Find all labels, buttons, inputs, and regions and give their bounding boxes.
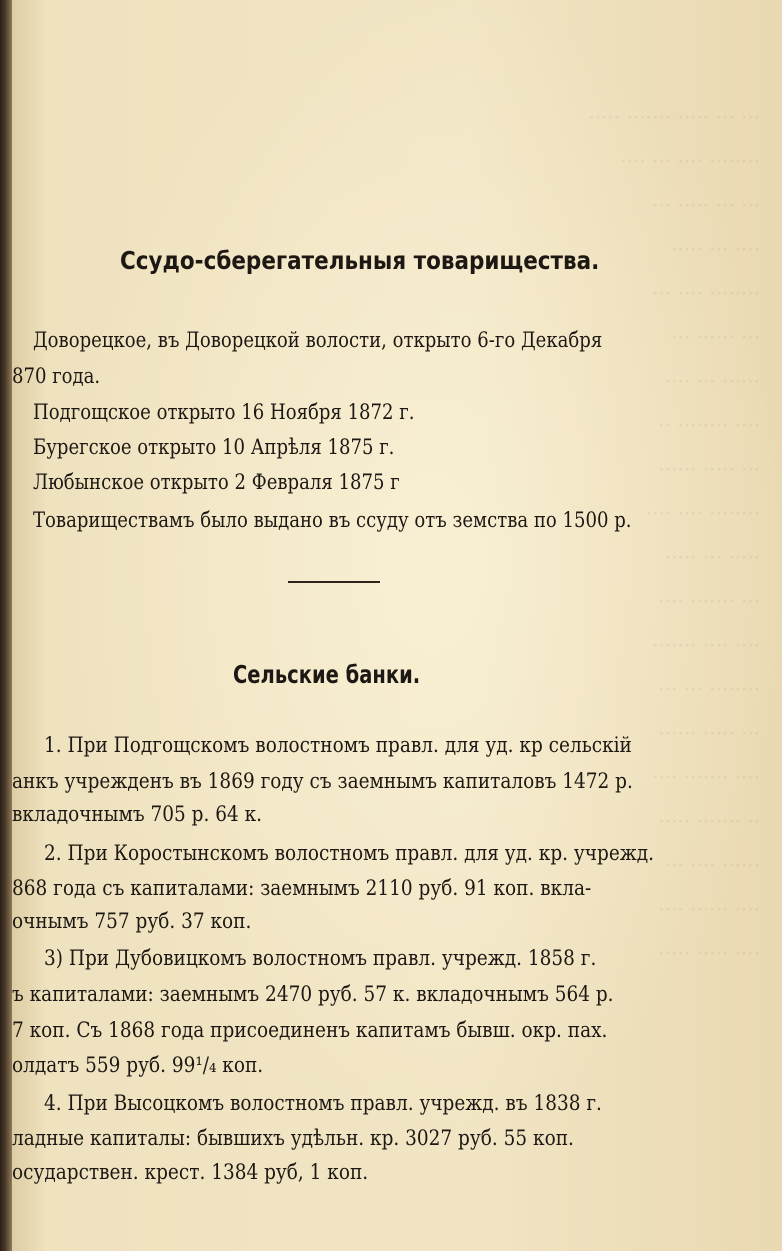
section-divider — [288, 581, 380, 583]
text-line: Любынское открыто 2 Февраля 1875 г — [33, 470, 400, 494]
book-spine-shadow — [0, 0, 12, 1251]
text-line: вкладочнымъ 705 р. 64 к. — [12, 802, 263, 826]
text-line: очнымъ 757 руб. 37 коп. — [12, 909, 252, 933]
text-line: ъ капиталами: заемнымъ 2470 руб. 57 к. вкладочнымъ 564 р. — [12, 982, 614, 1006]
text-line: 3) При Дубовицкомъ волостномъ правл. учрежд. 1858 г. — [44, 946, 597, 970]
text-line: осударствен. крест. 1384 руб, 1 коп. — [12, 1160, 369, 1184]
show-through-text: ··· ··· ····· ······· ····· ········ ···· ··· ···· ··· ··· ····· ··· ···· ··· ····· ········ ···· ··· ··· ······ ··· ······ ··· ···· ···· ········ ·· ··· ····· ······ ········ ···· ···· ····· ··· ····· ··· ······· ···· ···· ···· ······· ········ ··· ··· ··· ····· ······ ···· ······· ···· ·· ······· ····· ······ ···· ··· ···· ······ ···· ···· ····· ····· — [588, 105, 760, 965]
text-line: 870 года. — [12, 364, 101, 388]
text-line: 4. При Высоцкомъ волостномъ правл. учрежд. въ 1838 г. — [44, 1091, 602, 1115]
section-title-credit-societies: Ссудо-сберегательныя товарищества. — [120, 246, 600, 275]
text-line: 2. При Коростынскомъ волостномъ правл. для уд. кр. учрежд. — [44, 841, 655, 865]
text-line: анкъ учрежденъ въ 1869 году съ заемнымъ капиталовъ 1472 р. — [12, 769, 633, 793]
text-line: Подгощское открыто 16 Ноября 1872 г. — [33, 400, 415, 424]
text-line: Доворецкое, въ Доворецкой волости, открыто 6-го Декабря — [33, 328, 603, 352]
text-line: 7 коп. Съ 1868 года присоединенъ капитамъ бывш. окр. пах. — [12, 1018, 608, 1042]
section-title-rural-banks: Сельские банки. — [233, 660, 421, 689]
text-line: 868 года съ капиталами: заемнымъ 2110 руб. 91 коп. вкла- — [12, 876, 592, 900]
text-line: 1. При Подгощскомъ волостномъ правл. для уд. кр сельскій — [44, 733, 632, 757]
text-line: ладные капиталы: бывшихъ удѣльн. кр. 3027 руб. 55 коп. — [12, 1126, 574, 1150]
text-line: Товариществамъ было выдано въ ссуду отъ земства по 1500 р. — [33, 508, 632, 532]
text-line: олдатъ 559 руб. 99¹/₄ коп. — [12, 1053, 264, 1077]
text-line: Бурегское открыто 10 Апрѣля 1875 г. — [33, 435, 395, 459]
